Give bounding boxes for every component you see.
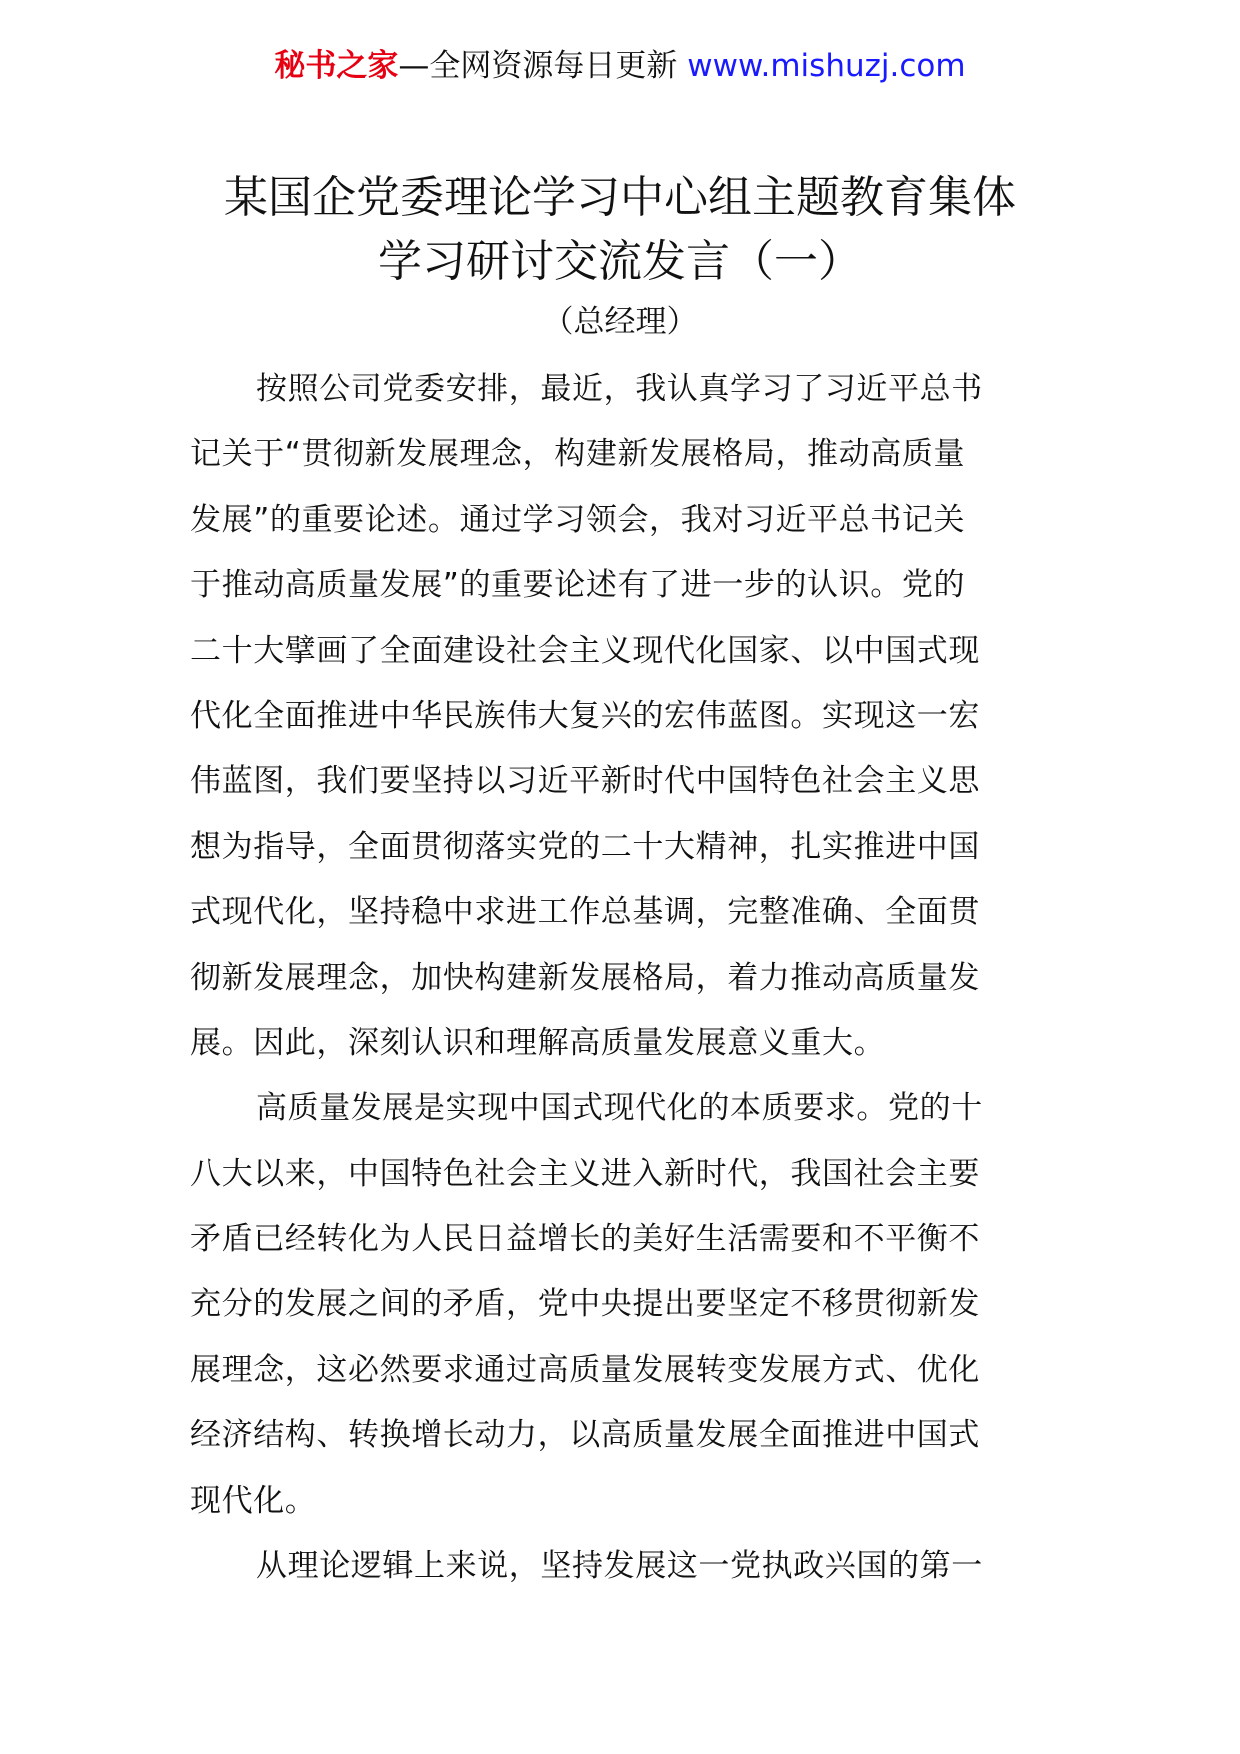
paragraph-line: 展理念，这必然要求通过高质量发展转变发展方式、优化 bbox=[190, 1351, 980, 1388]
paragraph-line: 按照公司党委安排，最近，我认真学习了习近平总书 bbox=[256, 371, 983, 407]
paragraph-line: 现代化。 bbox=[190, 1482, 317, 1519]
title-line-1: 某国企党委理论学习中心组主题教育集体 bbox=[224, 172, 1016, 223]
paragraph-line: 展。因此，深刻认识和理解高质量发展意义重大。 bbox=[190, 1024, 886, 1061]
site-url-link[interactable]: www.mishuzj.com bbox=[687, 48, 966, 84]
paragraph-line: 式现代化，坚持稳中求进工作总基调，完整准确、全面贯 bbox=[190, 894, 980, 931]
paragraph-line: 于推动高质量发展”的重要论述有了进一步的认识。党的 bbox=[190, 567, 966, 604]
paragraph-line: 充分的发展之间的矛盾，党中央提出要坚定不移贯彻新发 bbox=[190, 1286, 980, 1323]
paragraph-line: 从理论逻辑上来说，坚持发展这一党执政兴国的第一 bbox=[256, 1548, 983, 1585]
paragraph bbox=[190, 1544, 1060, 1609]
site-header bbox=[0, 44, 1240, 88]
title-line-2: 学习研讨交流发言（一） bbox=[378, 236, 862, 287]
paragraph-line: 记关于“贯彻新发展理念，构建新发展格局，推动高质量 bbox=[190, 436, 966, 473]
paragraph-line: 彻新发展理念，加快构建新发展格局，着力推动高质量发 bbox=[190, 959, 980, 996]
paragraph-line: 高质量发展是实现中国式现代化的本质要求。党的十 bbox=[256, 1090, 983, 1127]
brand-name: 秘书之家 bbox=[274, 48, 399, 84]
paragraph-line: 矛盾已经转化为人民日益增长的美好生活需要和不平衡不 bbox=[190, 1221, 980, 1258]
paragraph-line: 想为指导，全面贯彻落实党的二十大精神，扎实推进中国 bbox=[190, 828, 980, 865]
paragraph-line: 二十大擘画了全面建设社会主义现代化国家、以中国式现 bbox=[190, 632, 980, 669]
paragraph-line: 发展”的重要论述。通过学习领会，我对习近平总书记关 bbox=[190, 501, 966, 538]
paragraph-line: 经济结构、转换增长动力，以高质量发展全面推进中国式 bbox=[190, 1417, 980, 1454]
paragraph-line: 八大以来，中国特色社会主义进入新时代，我国社会主要 bbox=[190, 1155, 980, 1192]
paragraph bbox=[190, 1086, 1060, 1544]
paragraph bbox=[190, 367, 1060, 1086]
document-body bbox=[190, 367, 1060, 1609]
document-subtitle: （总经理） bbox=[542, 304, 698, 340]
header-slogan: —全网资源每日更新 bbox=[398, 48, 688, 84]
paragraph-line: 伟蓝图，我们要坚持以习近平新时代中国特色社会主义思 bbox=[190, 763, 980, 800]
document-title bbox=[150, 166, 1090, 294]
paragraph-line: 代化全面推进中华民族伟大复兴的宏伟蓝图。实现这一宏 bbox=[190, 697, 980, 734]
